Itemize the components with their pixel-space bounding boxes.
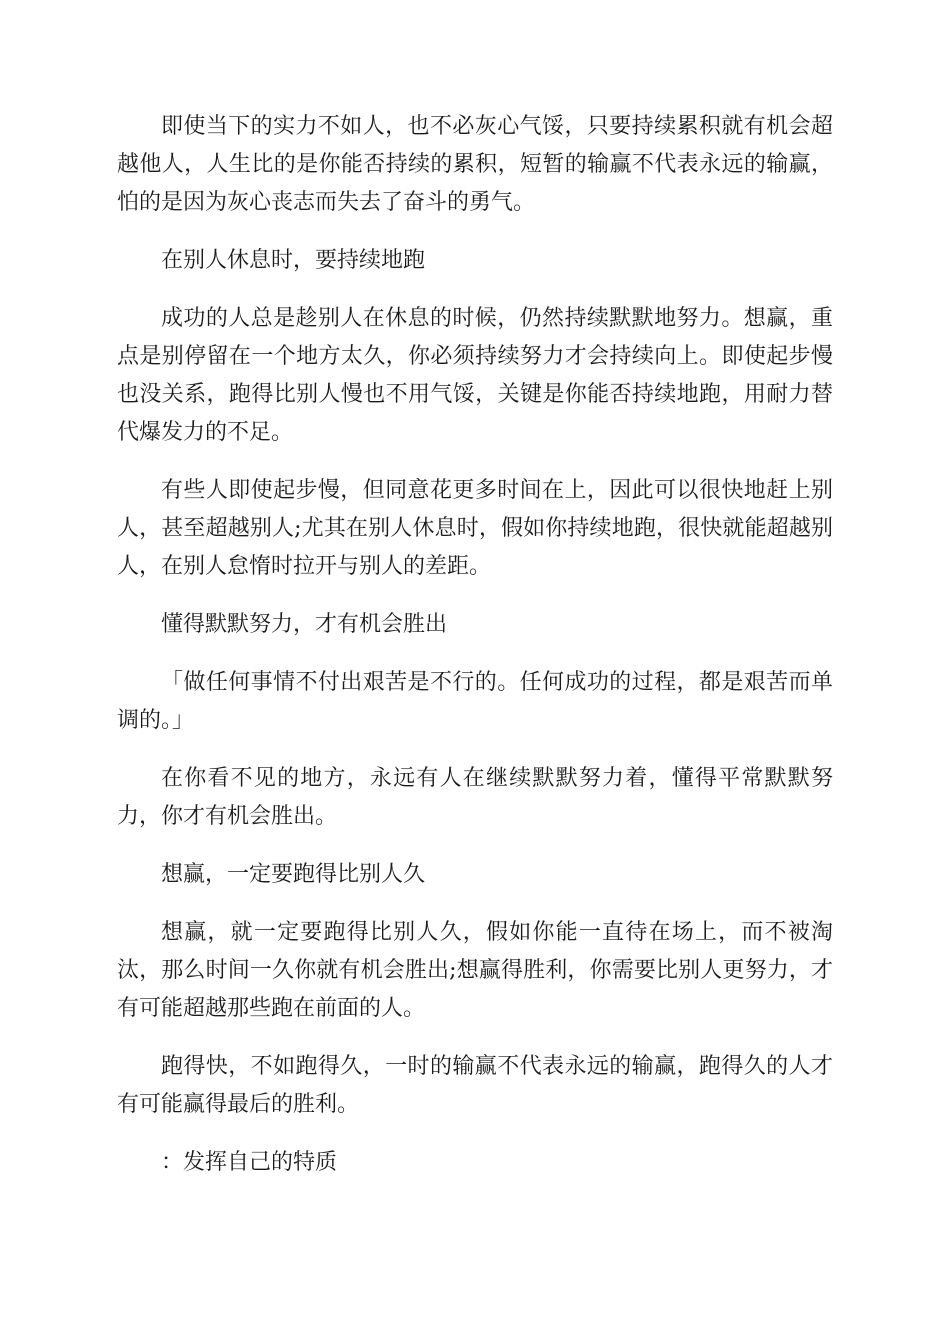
quote-paragraph: 「做任何事情不付出艰苦是不行的。任何成功的过程，都是艰苦而单调的。」	[117, 670, 833, 733]
document-body	[117, 108, 833, 1202]
paragraph: 跑得快，不如跑得久，一时的输赢不代表永远的输赢，跑得久的人才有可能赢得最后的胜利。	[117, 1054, 833, 1117]
section-heading: 懂得默默努力，才有机会胜出	[161, 612, 448, 637]
paragraph: 即使当下的实力不如人，也不必灰心气馁，只要持续累积就有机会超越他人，人生比的是你能否持续的累积，短暂的输赢不代表永远的输赢，怕的是因为灰心丧志而失去了奋斗的勇气。	[117, 114, 833, 215]
paragraph: 有些人即使起步慢，但同意花更多时间在上，因此可以很快地赶上别人，甚至超越别人;尤其在别人休息时，假如你持续地跑，很快就能超越别人，在别人怠惰时拉开与别人的差距。	[117, 478, 833, 579]
paragraph: 想赢，就一定要跑得比别人久，假如你能一直待在场上，而不被淘汰，那么时间一久你就有机会胜出;想赢得胜利，你需要比别人更努力，才有可能超越那些跑在前面的人。	[117, 920, 833, 1021]
paragraph: 在你看不见的地方，永远有人在继续默默努力着，懂得平常默默努力，你才有机会胜出。	[117, 766, 833, 829]
section-heading: 在别人休息时，要持续地跑	[161, 248, 426, 273]
paragraph: 成功的人总是趁别人在休息的时候，仍然持续默默地努力。想赢，重点是别停留在一个地方太久，你必须持续努力才会持续向上。即使起步慢也没关系，跑得比别人慢也不用气馁，关键是你能否持续地跑，用耐力替代爆发力的不足。	[117, 306, 833, 445]
section-heading: ：发挥自己的特质	[161, 1150, 338, 1175]
section-heading: 想赢，一定要跑得比别人久	[161, 862, 426, 887]
